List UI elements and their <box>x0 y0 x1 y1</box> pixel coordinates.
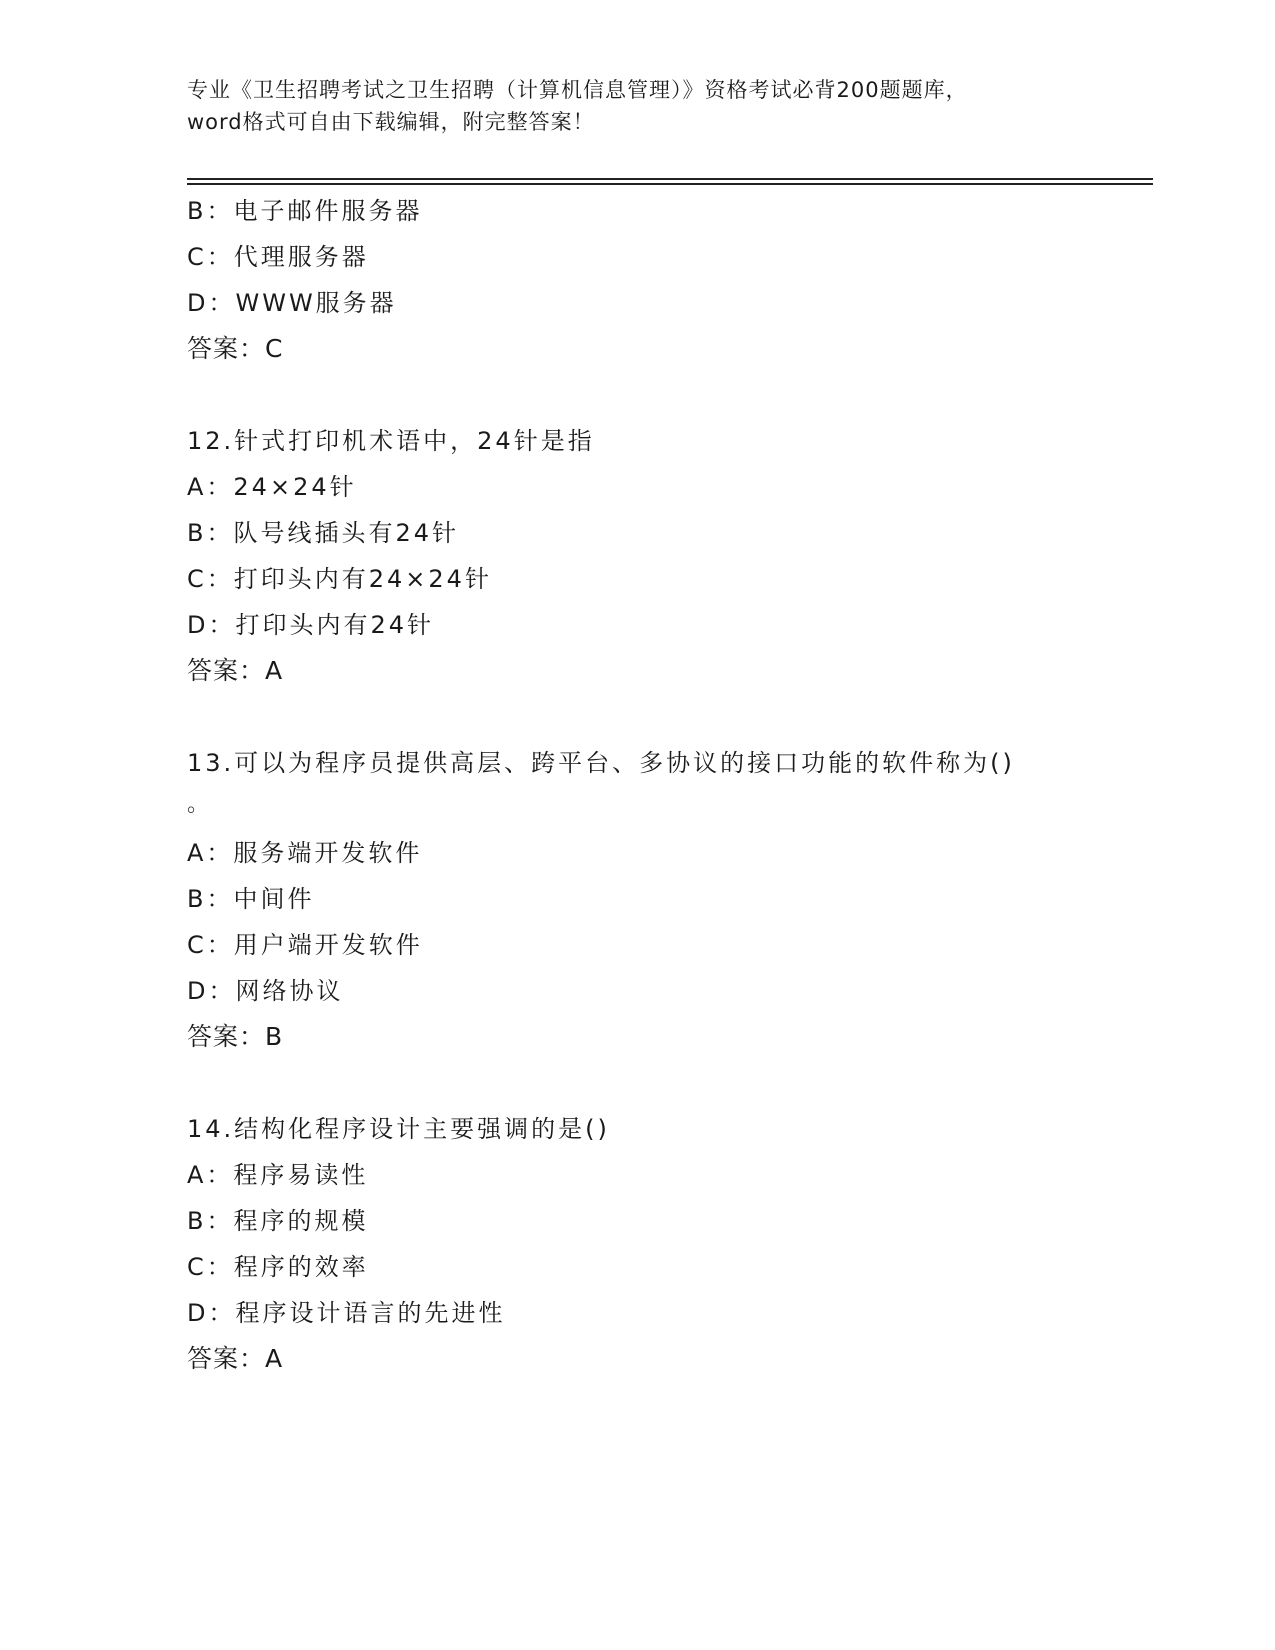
answer-line: 答案：A <box>187 656 284 685</box>
option-d: D：程序设计语言的先进性 <box>187 1299 506 1327</box>
option-d: D：WWW服务器 <box>187 289 397 317</box>
answer-line: 答案：A <box>187 1344 284 1373</box>
option-d: D：网络协议 <box>187 977 344 1005</box>
option-b: B：电子邮件服务器 <box>187 197 423 225</box>
option-d: D：打印头内有24针 <box>187 611 435 639</box>
option-c: C：程序的效率 <box>187 1253 369 1281</box>
header-line-2: word格式可自由下载编辑，附完整答案！ <box>187 110 595 134</box>
page-header <box>187 74 1087 138</box>
header-divider-bottom <box>187 183 1153 185</box>
question-text: 13.可以为程序员提供高层、跨平台、多协议的接口功能的软件称为() <box>187 749 1015 777</box>
option-c: C：打印头内有24×24针 <box>187 565 492 593</box>
question-list <box>187 188 1087 1382</box>
option-a: A：程序易读性 <box>187 1161 369 1189</box>
question-block-13 <box>187 740 1087 1060</box>
question-block-11 <box>187 188 1087 372</box>
question-text: 12.针式打印机术语中，24针是指 <box>187 427 595 455</box>
block-spacer <box>187 1060 1087 1106</box>
option-c: C：用户端开发软件 <box>187 931 423 959</box>
option-a: A：服务端开发软件 <box>187 839 423 867</box>
option-c: C：代理服务器 <box>187 243 369 271</box>
answer-line: 答案：B <box>187 1022 284 1051</box>
option-b: B：队号线插头有24针 <box>187 519 460 547</box>
header-line-1: 专业《卫生招聘考试之卫生招聘（计算机信息管理）》资格考试必背200题题库， <box>187 78 968 102</box>
question-block-14 <box>187 1106 1087 1382</box>
block-spacer <box>187 694 1087 740</box>
question-block-12 <box>187 418 1087 694</box>
option-b: B：中间件 <box>187 885 315 913</box>
option-b: B：程序的规模 <box>187 1207 369 1235</box>
answer-line: 答案：C <box>187 334 284 363</box>
header-divider-top <box>187 178 1153 180</box>
option-a: A：24×24针 <box>187 473 357 501</box>
block-spacer <box>187 372 1087 418</box>
question-text-continuation: 。 <box>187 792 213 817</box>
question-text: 14.结构化程序设计主要强调的是() <box>187 1115 610 1143</box>
